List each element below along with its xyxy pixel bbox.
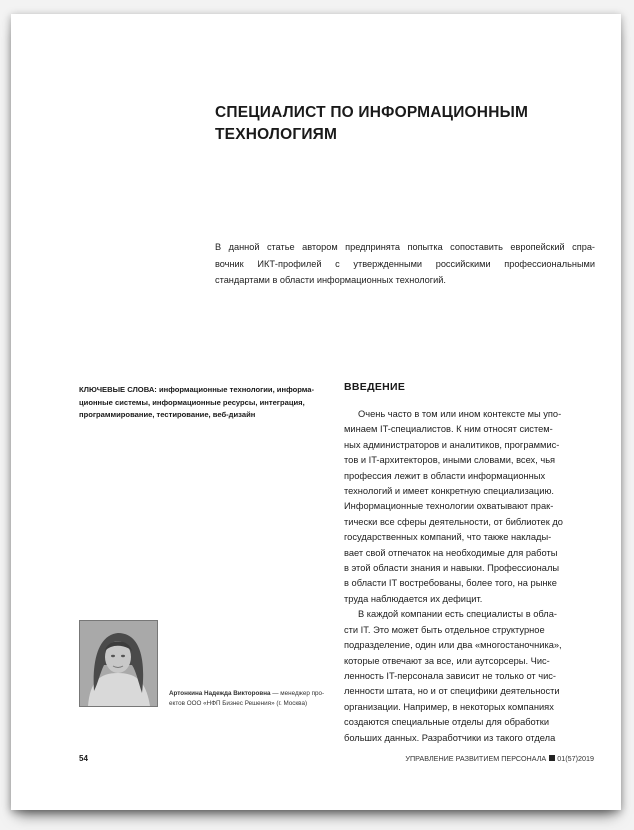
body-column xyxy=(344,407,596,746)
journal-page xyxy=(11,14,621,810)
body-line: ленность IT-персонала зависит не только от чис- xyxy=(344,670,557,681)
body-line: организации. Например, в некоторых компаниях xyxy=(344,701,554,712)
body-line: в области IT востребованы, более того, на рынке xyxy=(344,578,557,589)
title-line: ТЕХНОЛОГИЯМ xyxy=(215,126,338,143)
keywords-line: программирование, тестирование, веб-дизайн xyxy=(79,410,256,419)
author-role: — менеджер про- xyxy=(270,690,325,697)
page-number: 54 xyxy=(79,754,88,763)
journal-footer xyxy=(405,754,594,763)
body-line: государственных компаний, что также наклады- xyxy=(344,532,552,543)
body-line: Очень часто в том или ином контексте мы упо- xyxy=(358,409,562,419)
separator-square-icon xyxy=(549,755,555,761)
body-line: тов и IT-архитекторов, иными словами, всех, чья xyxy=(344,455,556,466)
body-line: профессия лежит в области информационных xyxy=(344,470,546,481)
journal-name: УПРАВЛЕНИЕ РАЗВИТИЕМ ПЕРСОНАЛА xyxy=(405,754,547,763)
body-line: ленности штата, но и от специфики деятельности xyxy=(344,686,560,697)
body-line: тически все сферы деятельности, от библиотек до xyxy=(344,516,563,527)
body-line: технологий и имеет конкретную специализацию. xyxy=(344,486,555,497)
body-line: В каждой компании есть специалисты в обла- xyxy=(358,609,557,620)
keywords-line: ционные системы, информационные ресурсы, интеграция, xyxy=(79,397,305,407)
body-line: которые отвечают за все, или аутсорсеры. Чис- xyxy=(344,655,550,666)
body-line: в этой области знания и навыки. Профессионалы xyxy=(344,563,560,574)
author-affiliation: ектов ООО «НФП Бизнес Решения» (г. Москва) xyxy=(169,700,308,707)
article-title xyxy=(215,102,575,146)
journal-issue: 01(57)2019 xyxy=(557,754,594,763)
author-portrait-image xyxy=(80,621,157,706)
author-photo xyxy=(79,620,158,707)
title-line: СПЕЦИАЛИСТ ПО ИНФОРМАЦИОННЫМ xyxy=(215,104,529,121)
author-line xyxy=(169,689,344,699)
section-heading: ВВЕДЕНИЕ xyxy=(344,381,406,393)
article-abstract xyxy=(215,239,595,289)
abstract-line: вочник ИКТ-профилей с утвержденными российскими профессиональными xyxy=(215,258,595,269)
body-line: ных администраторов и аналитиков, программис- xyxy=(344,439,560,450)
body-line: подразделение, один или два «многостаночника», xyxy=(344,640,562,651)
body-line: сти IT. Это может быть отдельное структурное xyxy=(344,624,545,635)
body-line: труда наблюдается их дефицит. xyxy=(344,593,483,604)
abstract-line: В данной статье автором предпринята попытка сопоставить европейский спра- xyxy=(215,242,595,252)
body-line: больших данных. Разработчики из такого отдела xyxy=(344,732,556,743)
keywords-block xyxy=(79,384,329,422)
author-info xyxy=(169,689,344,709)
body-line: минаем IT-специалистов. К ним относят систем- xyxy=(344,424,553,435)
author-name: Артонкина Надежда Викторовна xyxy=(169,690,271,697)
body-line: создаются специальные отделы для обработки xyxy=(344,717,550,728)
keywords-line: КЛЮЧЕВЫЕ СЛОВА: информационные технологии, информа- xyxy=(79,385,315,394)
body-line: вает свой отпечаток на необходимые для работы xyxy=(344,547,558,558)
abstract-line: стандартами в области информационных технологий. xyxy=(215,275,446,285)
body-line: Информационные технологии охватывают прак- xyxy=(344,501,554,512)
